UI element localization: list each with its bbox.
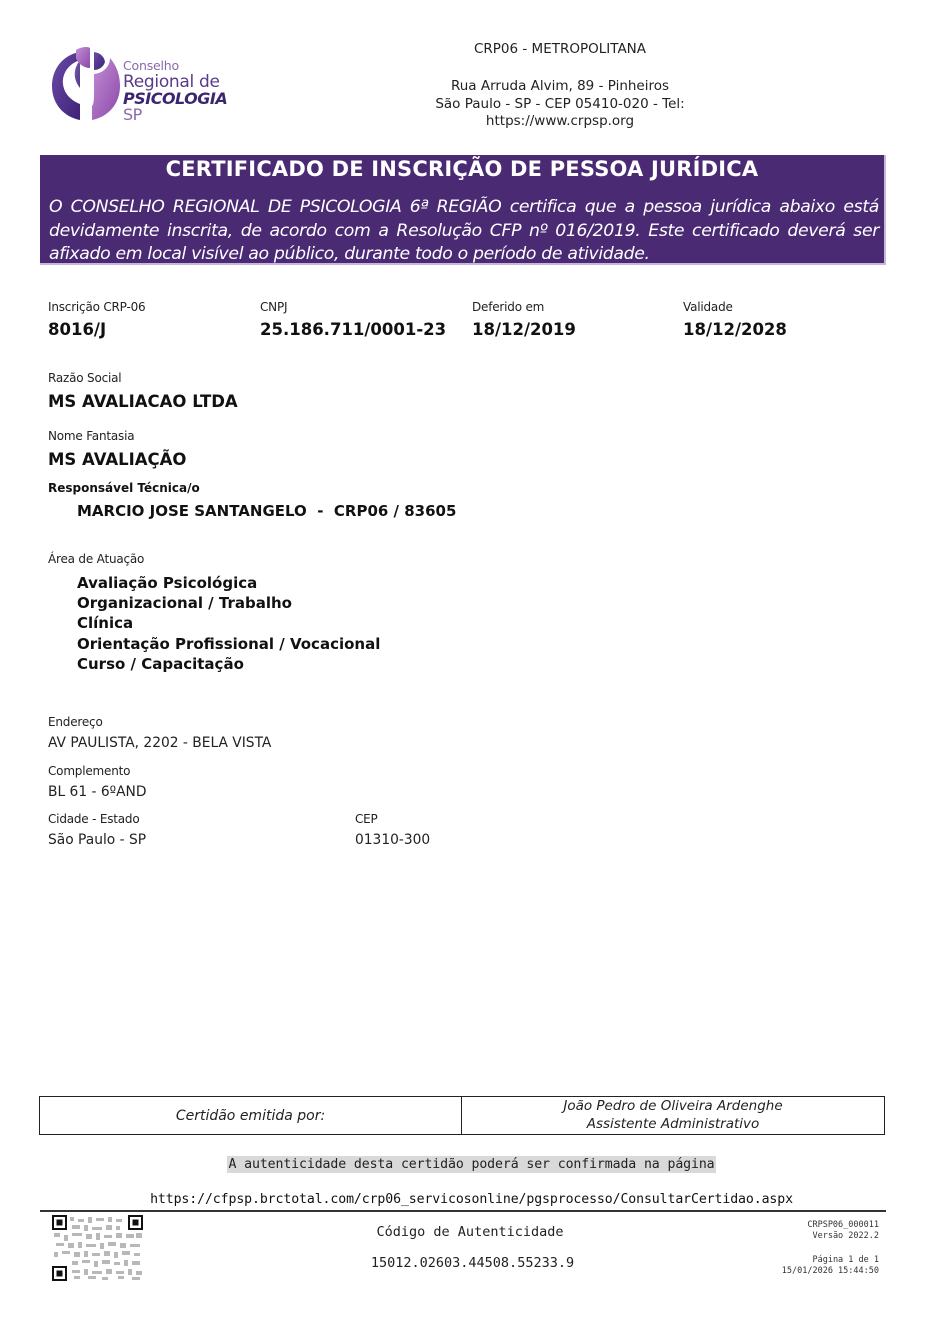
office-address <box>380 78 740 131</box>
logo-line-2: Regional de <box>123 71 220 92</box>
cidade-label: Cidade - Estado <box>48 812 140 826</box>
office-name: CRP06 - METROPOLITANA <box>473 41 647 57</box>
razao-social-value: MS AVALIACAO LTDA <box>48 392 238 411</box>
psi-logo-icon <box>50 46 122 122</box>
logo-wordmark <box>123 60 250 123</box>
cep-label: CEP <box>355 812 378 826</box>
areas-label: Área de Atuação <box>48 552 145 566</box>
area-item: Clínica <box>77 614 134 633</box>
responsavel-label: Responsável Técnica/o <box>48 481 200 495</box>
cidade-value: São Paulo - SP <box>48 832 147 848</box>
office-city: São Paulo - SP - CEP 05410-020 - Tel: <box>435 95 685 112</box>
signature-table <box>39 1096 885 1135</box>
footer-divider <box>40 1210 886 1212</box>
nome-fantasia-value: MS AVALIAÇÃO <box>48 450 187 469</box>
issuer-cell <box>462 1097 884 1134</box>
office-street: Rua Arruda Alvim, 89 - Pinheiros <box>450 78 670 94</box>
crp-logo <box>50 46 250 122</box>
areas-list <box>77 573 380 674</box>
page-meta <box>782 1255 879 1277</box>
certificate-title: CERTIFICADO DE INSCRIÇÃO DE PESSOA JURÍDICA <box>165 157 759 181</box>
issuer-name: João Pedro de Oliveira Ardenghe <box>563 1098 783 1114</box>
cep-value: 01310-300 <box>355 832 431 848</box>
responsavel-value: MARCIO JOSE SANTANGELO - CRP06 / 83605 <box>77 502 457 520</box>
razao-social-label: Razão Social <box>48 371 122 385</box>
auth-code-label: Código de Autenticidade <box>376 1224 564 1240</box>
cnpj-value: 25.186.711/0001-23 <box>260 320 447 339</box>
issued-by-label: Certidão emitida por: <box>40 1097 462 1134</box>
qr-code-icon <box>52 1215 144 1281</box>
logo-psicologia: PSICOLOGIA <box>123 88 228 108</box>
area-item: Curso / Capacitação <box>77 654 244 673</box>
logo-line-1: Conselho <box>123 58 179 73</box>
authenticity-url[interactable]: https://cfpsp.brctotal.com/crp06_servicosonline/pgsprocesso/ConsultarCertidao.aspx <box>150 1192 793 1207</box>
inscricao-value: 8016/J <box>48 320 107 339</box>
certificate-banner <box>40 155 886 265</box>
area-item: Avaliação Psicológica <box>77 574 258 592</box>
document-version: Versão 2022.2 <box>812 1231 879 1241</box>
cnpj-label: CNPJ <box>260 300 288 314</box>
auth-code-value: 15012.02603.44508.55233.9 <box>370 1255 575 1271</box>
nome-fantasia-label: Nome Fantasia <box>48 429 135 443</box>
issue-timestamp: 15/01/2026 15:44:50 <box>781 1266 879 1276</box>
certificate-statement: O CONSELHO REGIONAL DE PSICOLOGIA 6ª REGIÃO certifica que a pessoa jurídica abaixo está devidamente inscrita, de acordo com a Resolução CFP nº 016/2019. Este certificado deverá ser afixado em local visível ao público, durante todo o período de atividade. <box>49 197 879 264</box>
inscricao-label: Inscrição CRP-06 <box>48 300 146 314</box>
validade-value: 18/12/2028 <box>683 320 787 339</box>
logo-sp: SP <box>123 104 142 124</box>
page-number: Página 1 de 1 <box>812 1255 879 1265</box>
endereco-value: AV PAULISTA, 2202 - BELA VISTA <box>48 735 272 751</box>
validade-label: Validade <box>683 300 733 314</box>
authenticity-note <box>0 1153 943 1172</box>
deferido-label: Deferido em <box>472 300 545 314</box>
authenticity-note-text: A autenticidade desta certidão poderá ser confirmada na página <box>228 1157 715 1172</box>
area-item: Organizacional / Trabalho <box>77 594 292 613</box>
document-id: CRPSP06_000011 <box>807 1220 879 1230</box>
deferido-value: 18/12/2019 <box>472 320 576 339</box>
complemento-value: BL 61 - 6ºAND <box>48 784 147 800</box>
area-item: Orientação Profissional / Vocacional <box>77 634 381 653</box>
office-website[interactable]: https://www.crpsp.org <box>485 113 635 129</box>
issuer-role: Assistente Administrativo <box>586 1115 760 1132</box>
logo-line-3 <box>123 88 250 124</box>
endereco-label: Endereço <box>48 715 103 729</box>
document-meta <box>807 1220 879 1242</box>
complemento-label: Complemento <box>48 764 131 778</box>
